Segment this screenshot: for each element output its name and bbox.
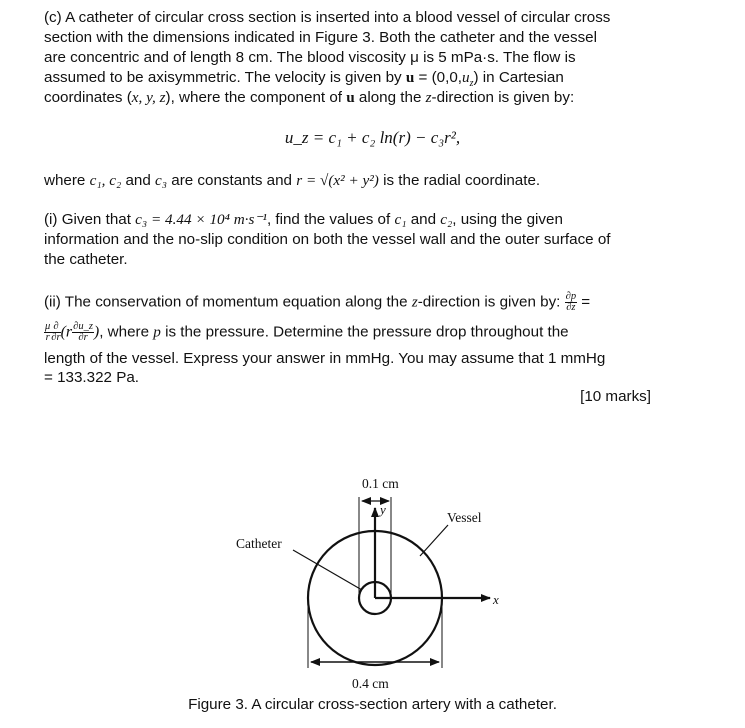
- part-c-line-4: assumed to be axisymmetric. The velocity is given by $u = (0,0,u_z)$ in Cartesian: [44, 69, 564, 90]
- dp-dz-fraction: $\frac{\partial p}{\partial z}$: [565, 291, 577, 313]
- part-i-line-3: the catheter.: [44, 251, 128, 268]
- mu-r-fraction: $\frac{\mu}{r}$: [45, 321, 51, 343]
- y-axis-label: y: [380, 502, 386, 517]
- part-ii-line-3: length of the vessel. Express your answer in mmHg. You may assume that 1 mmHg: [44, 350, 606, 367]
- velocity-equation: u_z = c₁ + c₂ ln(r) − c₃r²,: [284, 128, 461, 147]
- marks-label: [10 marks]: [580, 388, 651, 405]
- part-ii-line-4: = 133.322 Pa.: [44, 369, 140, 386]
- part-c-line-2: section with the dimensions indicated in Figure 3. Both the catheter and the vessel: [44, 29, 597, 46]
- catheter-label: Catheter: [236, 536, 282, 551]
- d-dr-fraction: $\frac{\partial}{\partial r}$: [51, 321, 61, 343]
- vessel-label: Vessel: [447, 510, 482, 525]
- part-i-line-1: (i) Given that c₃ = 4.44 × 10⁴ m·s⁻¹, find the values of c₁ and c₂, using the given: [44, 211, 563, 228]
- catheter-pointer: [293, 550, 362, 590]
- part-c-line-3: are concentric and of length 8 cm. The blood viscosity μ is 5 mPa·s. The flow is: [44, 49, 576, 66]
- part-c-line-1: (c) A catheter of circular cross section is inserted into a blood vessel of circular cross: [44, 9, 611, 26]
- part-c-line-5: coordinates (x, y, z), where the component of u along the z-direction is given by:: [44, 89, 575, 106]
- inner-width-label: 0.1 cm: [362, 476, 399, 491]
- outer-width-label: 0.4 cm: [352, 676, 389, 691]
- part-ii-line-1: (ii) The conservation of momentum equation along the z-direction is given by: $\frac{\partial p}{\partial z}$ =: [44, 291, 591, 313]
- constants-line: where c₁, c₂ and c₃ are constants and r = √(x² + y²) is the radial coordinate.: [44, 172, 541, 189]
- part-ii-line-2: $\frac{\mu}{r}$ $\frac{\partial}{\partial r}$ (r $\frac{\partial u\_z}{\partial r}$ ), where p is the pressure. Determine the pressure drop throughout the: [45, 321, 569, 343]
- x-axis-label: x: [493, 592, 499, 607]
- figure-caption: Figure 3. A circular cross-section artery with a catheter.: [188, 696, 557, 713]
- part-i-line-2: information and the no-slip condition on both the vessel wall and the outer surface of: [44, 231, 611, 248]
- duz-dr-fraction: $\frac{\partial u\_z}{\partial r}$: [73, 321, 93, 343]
- vessel-pointer: [420, 525, 448, 556]
